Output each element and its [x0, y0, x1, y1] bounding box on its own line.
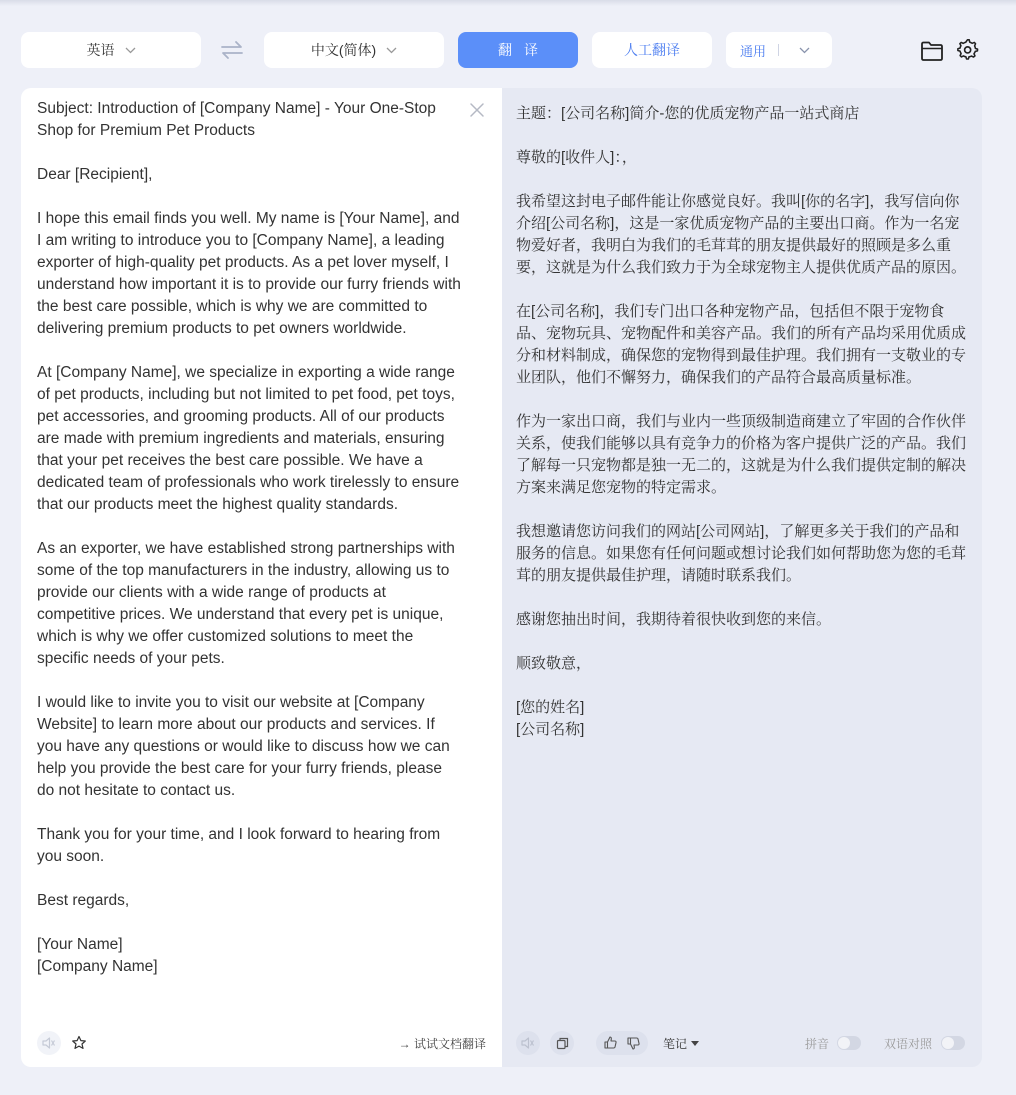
source-text-input[interactable]: Subject: Introduction of [Company Name] - Your One-Stop Shop for Premium Pet Products Dear [Recipient], I hope this email finds you well. My name is [Your Name], and I am writing to introduce you to [Company Name], a leading exporter of high-quality pet products. As a pet lover myself, I understand how important it is to provide our furry friends with the best care possible, which is why we are committed to delivering premium products to pet owners worldwide. At [Company Name], we specialize in exporting a wide range of pet products, including but not limited to pet food, pet toys, pet accessories, and grooming products. All of our products are made with premium ingredients and materials, ensuring that your pet receives the best care possible. We have a dedicated team of professionals who work tirelessly to ensure that our products meet the highest quality standards. As an exporter, we have established strong partnerships with some of the top manufacturers in the industry, allowing us to provide our clients with a wide range of products at competitive prices. We understand that every pet is unique, which is why we offer customized solutions to meet the specific needs of your pets. I would like to invite you to visit our website at [Company Website] to learn more about our products and services. If you have any questions or would like to discuss how we can help you provide the best care for your furry friends, please do not hesitate to contact us. Thank you for your time, and I look forward to hearing from you soon. Best regards, [Your Name] [Company Name] — [37, 100, 461, 975]
caret-down-icon — [691, 1041, 699, 1046]
divider — [778, 44, 779, 56]
bilingual-toggle[interactable] — [941, 1036, 965, 1050]
notes-label: 笔记 — [663, 1037, 688, 1051]
source-footer — [37, 1031, 486, 1055]
domain-label: 通用 — [740, 43, 767, 59]
notes-dropdown[interactable] — [663, 1035, 699, 1052]
toggle-knob — [942, 1037, 954, 1049]
chevron-down-icon — [386, 47, 397, 54]
feedback-group — [596, 1031, 648, 1055]
target-panel — [502, 88, 982, 1067]
speaker-button[interactable] — [37, 1031, 61, 1055]
chevron-down-icon — [799, 47, 810, 54]
target-footer — [516, 1031, 968, 1055]
translate-button[interactable]: 翻译 — [458, 32, 578, 68]
pinyin-label: 拼音 — [805, 1037, 830, 1051]
bilingual-label: 双语对照 — [884, 1037, 933, 1051]
thumb-down-icon[interactable] — [627, 1037, 640, 1050]
domain-select[interactable] — [726, 32, 832, 68]
toolbar — [0, 0, 1016, 92]
source-language-label: 英语 — [86, 42, 115, 58]
target-language-label: 中文(简体) — [310, 42, 377, 58]
copy-button[interactable] — [550, 1031, 574, 1055]
human-translation-button[interactable]: 人工翻译 — [592, 32, 712, 68]
folder-icon[interactable] — [920, 40, 944, 62]
source-panel — [21, 88, 502, 1067]
source-language-select[interactable] — [21, 32, 201, 68]
chevron-down-icon — [125, 47, 136, 54]
star-icon[interactable] — [71, 1035, 87, 1051]
pinyin-toggle[interactable] — [837, 1036, 861, 1050]
speaker-icon — [42, 1037, 56, 1049]
copy-icon — [556, 1037, 569, 1050]
translation-output: 主题：[公司名称]简介-您的优质宠物产品一站式商店 尊敬的[收件人]：， 我希望这封电子邮件能让你感觉良好。我叫[你的名字]，我写信向你介绍[公司名称]，这是一家优质宠物产品的主要出口商。作为一名宠物爱好者，我明白为我们的毛茸茸的朋友提供最好的照顾是多么重要，这就是为什么我们致力于为全球宠物主人提供优质产品的原因。 在[公司名称]，我们专门出口各种宠物产品，包括但不限于宠物食品、宠物玩具、宠物配件和美容产品。我们的所有产品均采用优质成分和材料制成，确保您的宠物得到最佳护理。我们拥有一支敬业的专业团队，他们不懈努力，确保我们的产品符合最高质量标准。 作为一家出口商，我们与业内一些顶级制造商建立了牢固的合作伙伴关系，使我们能够以具有竞争力的价格为客户提供广泛的产品。我们了解每一只宠物都是独一无二的，这就是为什么我们提供定制的解决方案来满足您宠物的特定需求。 我想邀请您访问我们的网站[公司网站]，了解更多关于我们的产品和服务的信息。如果您有任何问题或想讨论我们如何帮助您为您的毛茸茸的朋友提供最佳护理，请随时联系我们。 感谢您抽出时间，我期待着很快收到您的来信。 顺致敬意， [您的姓名] [公司名称] — [516, 105, 967, 738]
speaker-button[interactable] — [516, 1031, 540, 1055]
close-icon[interactable] — [469, 102, 485, 118]
swap-languages-icon[interactable] — [219, 39, 245, 61]
document-translate-link[interactable]: → 试试文档翻译 — [398, 1037, 486, 1051]
gear-icon[interactable] — [957, 39, 979, 61]
speaker-icon — [521, 1037, 535, 1049]
toggle-knob — [838, 1037, 850, 1049]
thumb-up-icon[interactable] — [604, 1036, 617, 1049]
target-language-select[interactable] — [264, 32, 444, 68]
